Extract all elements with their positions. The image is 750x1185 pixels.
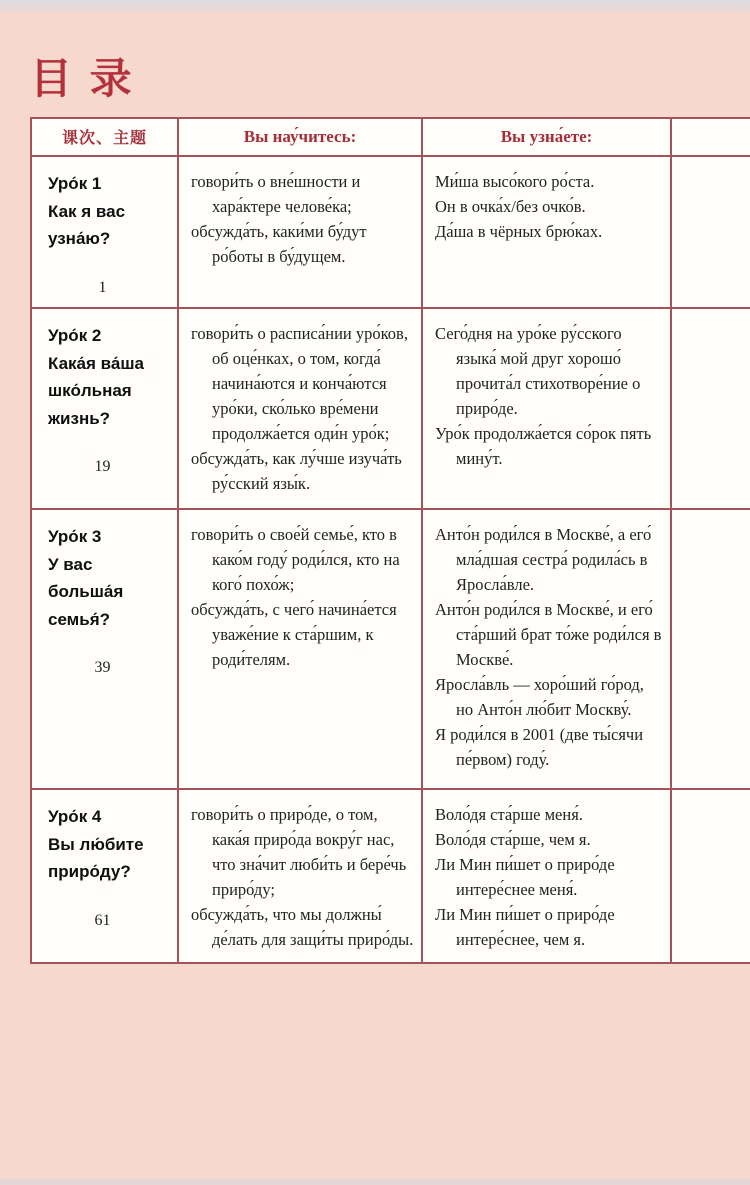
lesson-title-line: Уро́к 1 [48, 174, 102, 193]
lesson-title-line: Уро́к 2 [48, 326, 102, 345]
learn-item: говори́ть о вне́шности и хара́ктере челове́ка; [191, 172, 361, 216]
lesson-title-line: Как я вас [48, 201, 126, 221]
lesson-row [31, 789, 750, 963]
toc-table-wrap [30, 117, 750, 964]
lesson-page-number: 39 [94, 659, 111, 676]
learn-item: говори́ть о расписа́нии уро́ков, об оце́нках, о том, когда́ начина́ются и конча́ются уро́ки, ско́лько вре́мени продолжа́ется оди́н уро́к; [191, 324, 408, 443]
lesson-title-line: Вы лю́бите [48, 834, 144, 854]
extra-cell [671, 156, 750, 308]
lesson-row [31, 156, 750, 308]
know-item: Воло́дя ста́рше, чем я. [435, 830, 591, 849]
lesson-title-line: Кака́я ва́ша [48, 353, 144, 373]
you-will-learn-cell [178, 156, 422, 308]
lesson-title-line: узна́ю? [48, 229, 111, 248]
header-you-will-find-out: Вы узна́ете: [422, 118, 671, 156]
learn-item: говори́ть о приро́де, о том, кака́я приро́да вокру́г нас, что зна́чит люби́ть и бере́чь приро́ду; [191, 805, 407, 899]
lesson-title-cell [31, 308, 178, 509]
learn-item: обсужда́ть, как лу́чше изуча́ть ру́сский язы́к. [191, 449, 402, 493]
lesson-title-line: семья́? [48, 609, 111, 629]
you-will-learn-cell [178, 509, 422, 789]
you-will-find-out-cell [422, 308, 671, 509]
top-strip [0, 0, 750, 14]
know-item: Ли Мин пи́шет о приро́де интере́снее, чем я. [435, 905, 615, 949]
know-item: Воло́дя ста́рше меня́. [435, 805, 583, 824]
lesson-title-line: Уро́к 3 [48, 527, 102, 546]
lesson-title-cell [31, 156, 178, 308]
lesson-row [31, 308, 750, 509]
know-item: Ли Мин пи́шет о приро́де интере́снее меня́. [435, 855, 615, 899]
lesson-title-cell [31, 789, 178, 963]
extra-cell [671, 789, 750, 963]
know-item: Он в очка́х/без очко́в. [435, 197, 586, 216]
header-you-will-learn: Вы нау́читесь: [178, 118, 422, 156]
header-extra-column [671, 118, 750, 156]
page-title: 目 录 [30, 55, 135, 102]
learn-item: обсужда́ть, каки́ми бу́дут ро́боты в бу́дущем. [191, 222, 367, 266]
header-row [31, 118, 750, 156]
lesson-title-line: шко́льная [48, 381, 132, 400]
you-will-find-out-cell [422, 156, 671, 308]
know-item: Яросла́вль — хоро́ший го́род, но Анто́н лю́бит Москву́. [435, 675, 644, 719]
you-will-learn-cell [178, 308, 422, 509]
extra-cell [671, 509, 750, 789]
lesson-title-line: У вас больша́я [48, 554, 124, 601]
know-item: Уро́к продолжа́ется со́рок пять мину́т. [435, 424, 652, 468]
lesson-page-number: 19 [94, 458, 111, 475]
learn-item: говори́ть о свое́й семье́, кто в како́м году́ роди́лся, кто на кого́ похо́ж; [191, 525, 400, 594]
lesson-page-number: 61 [94, 911, 111, 929]
lesson-title-line: приро́ду? [48, 862, 131, 881]
know-item: Анто́н роди́лся в Москве́, а его́ мла́дшая сестра́ родила́сь в Яросла́вле. [435, 525, 652, 594]
learn-item: обсужда́ть, с чего́ начина́ется уваже́ние к ста́ршим, к роди́телям. [191, 600, 397, 669]
lesson-row [31, 509, 750, 789]
lesson-title-cell [31, 509, 178, 789]
know-item: Анто́н роди́лся в Москве́, и его́ ста́рший брат то́же роди́лся в Москве́. [435, 600, 662, 669]
you-will-find-out-cell [422, 509, 671, 789]
learn-item: обсужда́ть, что мы должны́ де́лать для защи́ты приро́ды. [191, 905, 414, 949]
know-item: Ми́ша высо́кого ро́ста. [435, 172, 595, 191]
lesson-title-line: Уро́к 4 [48, 807, 102, 826]
know-item: Сего́дня на уро́ке ру́сского языка́ мой друг хорошо́ прочита́л стихотворе́ние о приро́де. [435, 324, 641, 418]
extra-cell [671, 308, 750, 509]
lesson-title-line: жизнь? [48, 408, 111, 428]
bottom-strip [0, 1179, 750, 1185]
know-item: Да́ша в чёрных брю́ках. [435, 222, 603, 241]
lessons-body [31, 156, 750, 963]
lesson-page-number: 1 [98, 278, 107, 296]
toc-table [30, 117, 750, 964]
know-item: Я роди́лся в 2001 (две ты́сячи пе́рвом) году́. [435, 725, 644, 769]
you-will-learn-cell [178, 789, 422, 963]
header-lesson-topic: 课次、主题 [31, 118, 178, 156]
you-will-find-out-cell [422, 789, 671, 963]
